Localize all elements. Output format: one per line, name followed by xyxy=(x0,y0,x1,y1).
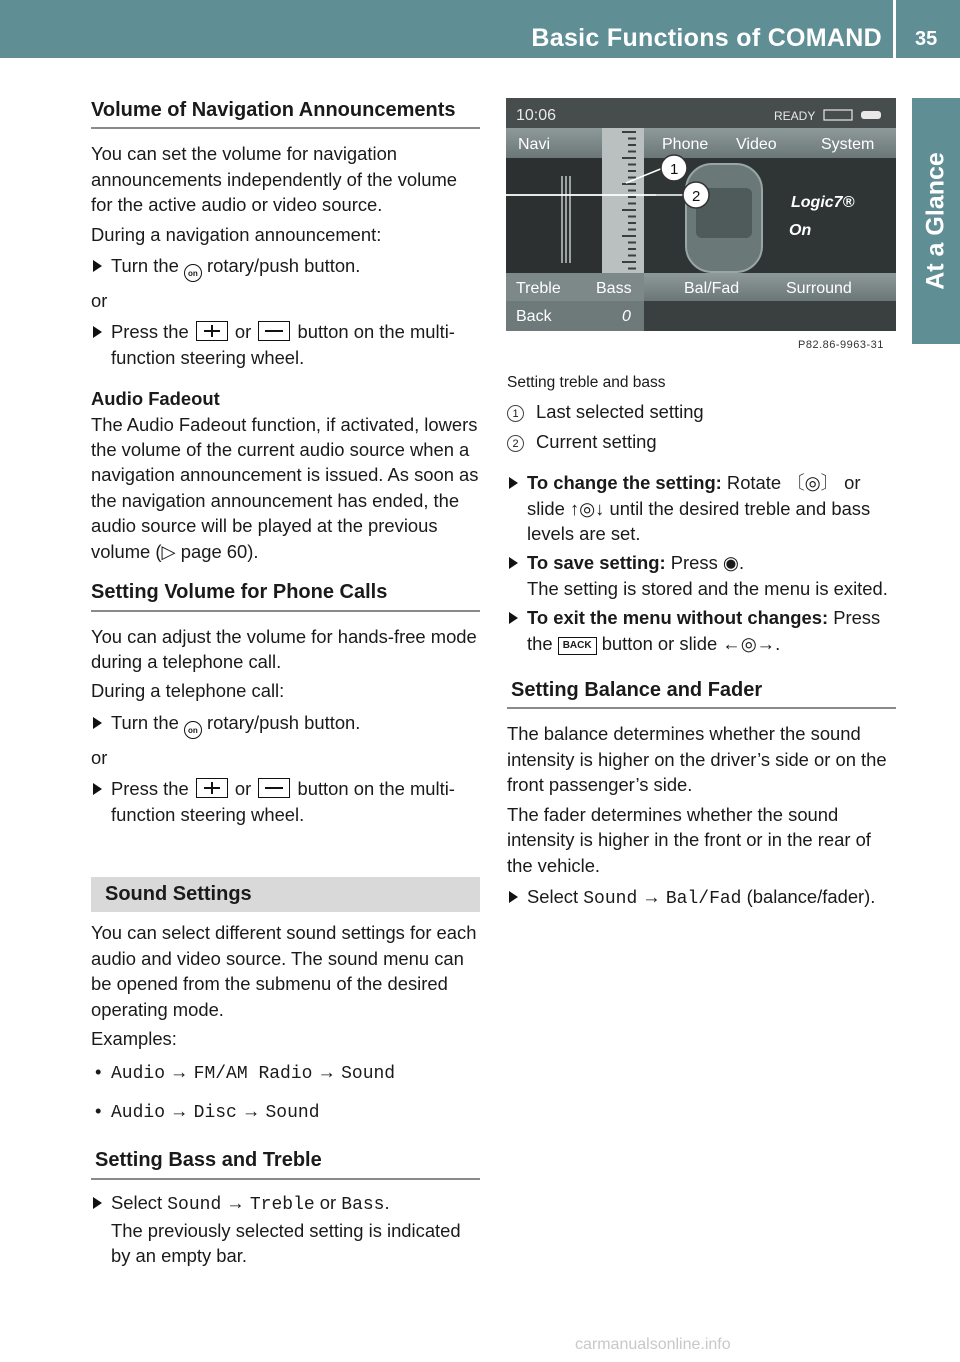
heading-bass-treble: Setting Bass and Treble xyxy=(91,1148,480,1179)
slide-up-down-icon: ↑◎↓ xyxy=(569,497,605,519)
side-tab-label: At a Glance xyxy=(921,152,950,290)
or-text: or xyxy=(91,746,108,768)
phone-step-turn: Turn the on rotary/push button. xyxy=(91,710,480,739)
or-text: or xyxy=(91,290,108,312)
legend-item-2: 2 Current setting xyxy=(507,429,896,454)
display-status: READY xyxy=(774,109,816,123)
callout-number-icon: 2 xyxy=(507,435,524,452)
display-menu-phone: Phone xyxy=(662,136,709,153)
heading-balance-fader: Setting Balance and Fader xyxy=(507,678,896,709)
display-bass: Bass xyxy=(596,280,632,297)
legend-item-1: 1 Last selected setting xyxy=(507,399,896,424)
callout-number-icon: 1 xyxy=(507,405,524,422)
svg-text:2: 2 xyxy=(692,188,701,205)
plus-key-icon xyxy=(196,778,228,798)
section-side-tab xyxy=(912,98,960,344)
nav-intro: You can set the volume for navigation announcements independently of the volume for the active audio or video source. xyxy=(91,143,458,216)
page-header xyxy=(0,0,960,58)
example-2: • Audio → Disc → Sound xyxy=(91,1098,480,1126)
fader-text: The fader determines whether the sound intensity is higher in the front or in the rear of the vehicle. xyxy=(507,803,871,876)
phone-during: During a telephone call: xyxy=(91,680,285,702)
minus-key-icon xyxy=(258,321,290,341)
phone-intro: You can adjust the volume for hands-free mode during a telephone call. xyxy=(91,625,477,672)
display-surround: Surround xyxy=(786,280,852,297)
phone-icon xyxy=(861,111,881,119)
display-on: On xyxy=(789,222,812,239)
step-select-balfad: Select Sound → Bal/Fad (balance/fader). xyxy=(507,884,896,912)
nav-during: During a navigation announcement: xyxy=(91,223,382,245)
heading-phone-volume: Setting Volume for Phone Calls xyxy=(91,580,480,611)
slide-left-right-icon: ←◎→ xyxy=(722,632,776,654)
step-change-setting: To change the setting: Rotate 〔◎〕 or slide ↑◎↓ until the desired treble and bass levels are set. xyxy=(507,470,896,546)
display-menu-system: System xyxy=(821,136,875,153)
display-balfad: Bal/Fad xyxy=(684,280,740,297)
on-knob-icon: on xyxy=(184,721,202,739)
example-1: • Audio → FM/AM Radio → Sound xyxy=(91,1059,480,1087)
display-menu-video: Video xyxy=(736,136,777,153)
display-graphic xyxy=(506,98,896,331)
image-credit: P82.86-9963-31 xyxy=(798,339,884,351)
display-treble: Treble xyxy=(516,280,561,297)
display-value: 0 xyxy=(622,308,631,325)
step-exit-menu: To exit the menu without changes: Press the BACK button or slide ←◎→. xyxy=(507,605,896,656)
heading-nav-volume: Volume of Navigation Announcements xyxy=(91,98,480,129)
step-save-setting: To save setting: Press ◉. The setting is stored and the menu is exited. xyxy=(507,550,896,601)
heading-sound-settings: Sound Settings xyxy=(91,877,480,912)
press-controller-icon: ◉ xyxy=(722,552,739,574)
bass-step-select: Select Sound → Treble or Bass. The previously selected setting is indicated by an empty bar. xyxy=(91,1190,480,1269)
balance-text: The balance determines whether the sound intensity is higher on the driver’s side or on the front passenger’s side. xyxy=(507,723,887,796)
back-key-icon: BACK xyxy=(558,637,597,655)
right-column xyxy=(507,370,896,912)
nav-step-press: Press the or button on the multi-function steering wheel. xyxy=(91,319,480,370)
page-number: 35 xyxy=(915,28,938,50)
svg-text:1: 1 xyxy=(670,161,679,178)
header-divider xyxy=(893,0,896,58)
sound-text: You can select different sound settings for each audio and video source. The sound menu can be opened from the submenu of the desired operating mode. xyxy=(91,922,477,1020)
on-knob-icon: on xyxy=(184,264,202,282)
rotate-controller-icon: 〔◎〕 xyxy=(786,472,840,494)
heading-audio-fadeout: Audio Fadeout xyxy=(91,388,220,410)
image-caption: Setting treble and bass xyxy=(507,374,666,391)
examples-label: Examples: xyxy=(91,1027,177,1049)
plus-key-icon xyxy=(196,321,228,341)
watermark-footer: carmanualsonline.info xyxy=(575,1336,731,1353)
minus-key-icon xyxy=(258,778,290,798)
left-column xyxy=(91,98,480,1269)
comand-display-image xyxy=(506,98,896,331)
fade-text: The Audio Fadeout function, if activated, lowers the volume of the current audio source when a navigation announcement is issued. As soon as the navigation announcement has ended, the audio source will be played at the previous volume (▷ page 60). xyxy=(91,413,479,562)
phone-step-press: Press the or button on the multi-function steering wheel. xyxy=(91,776,480,827)
nav-step-turn: Turn the on rotary/push button. xyxy=(91,253,480,282)
display-back: Back xyxy=(516,308,552,325)
display-logic7: Logic7® xyxy=(791,194,855,211)
chapter-title: Basic Functions of COMAND xyxy=(531,24,882,52)
display-time: 10:06 xyxy=(516,107,557,124)
display-navi: Navi xyxy=(518,136,551,153)
